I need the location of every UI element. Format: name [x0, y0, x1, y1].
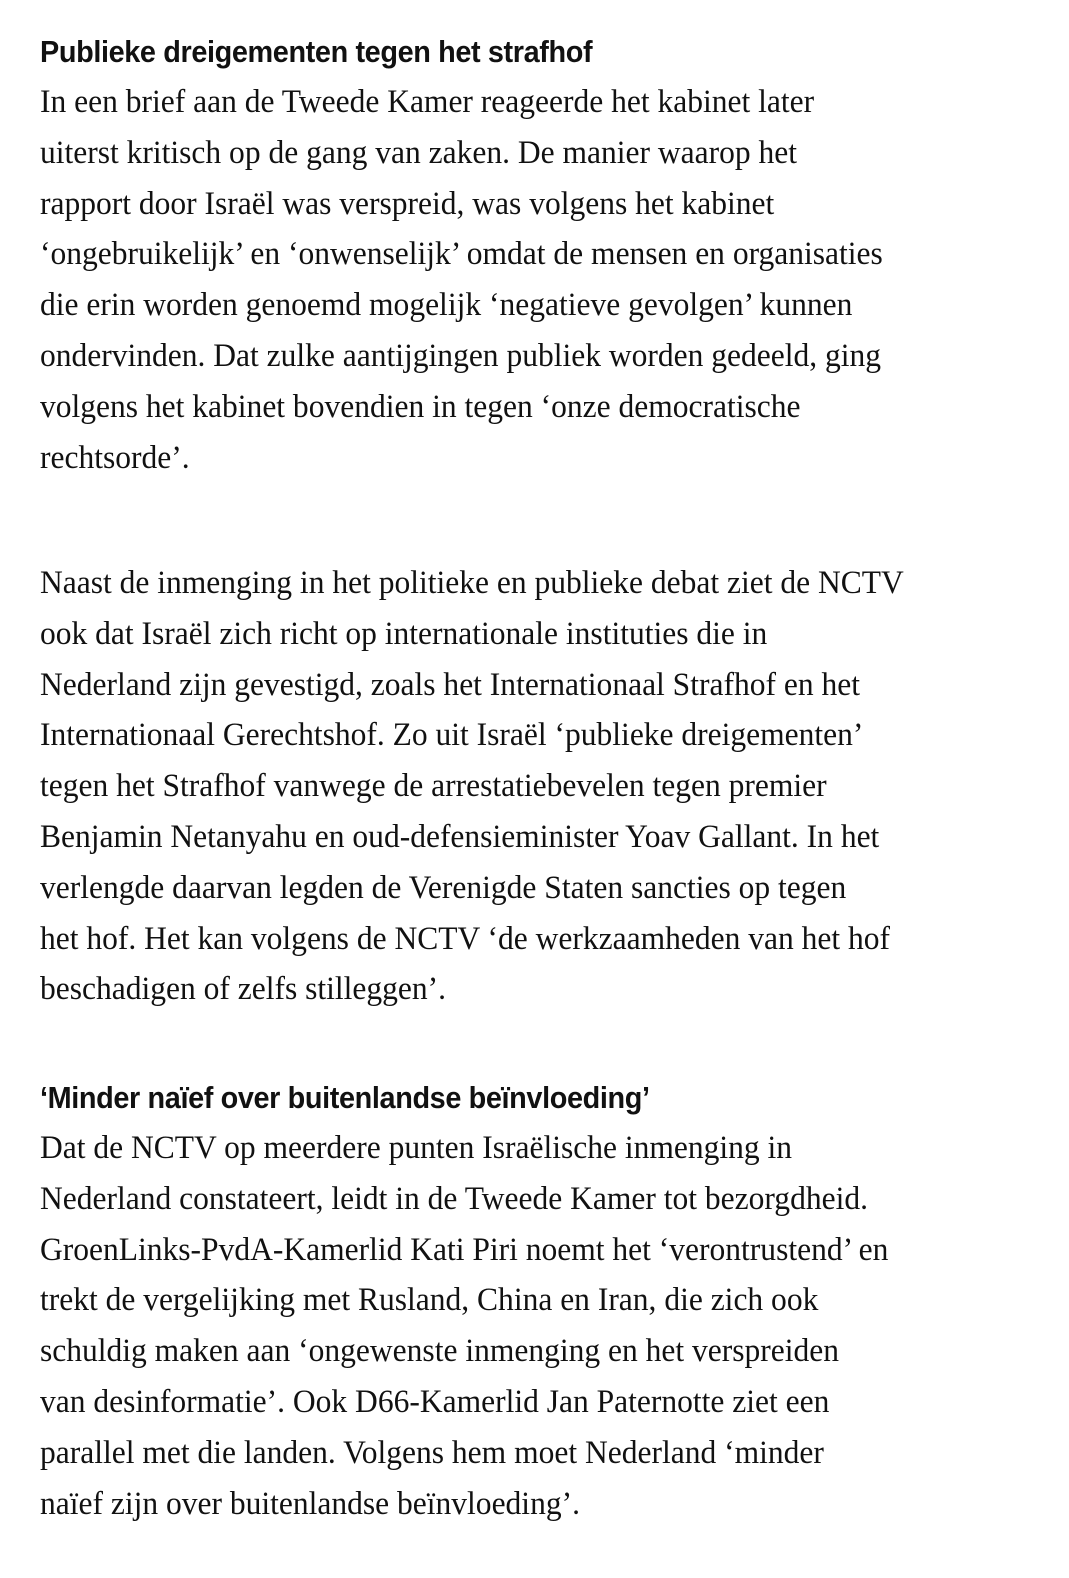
paragraph-line: Naast de inmenging in het politieke en publieke debat ziet de NCTV [40, 565, 904, 601]
paragraph-line: In een brief aan de Tweede Kamer reageerde het kabinet later [40, 84, 815, 120]
paragraph-line: tegen het Strafhof vanwege de arrestatiebevelen tegen premier [40, 768, 827, 805]
paragraph-line: trekt de vergelijking met Rusland, China en Iran, die zich ook [40, 1282, 819, 1319]
paragraph-line: Nederland zijn gevestigd, zoals het Internationaal Strafhof en het [40, 666, 860, 703]
paragraph-line: rechtsorde’. [40, 439, 190, 476]
paragraph-line: rapport door Israël was verspreid, was volgens het kabinet [40, 185, 775, 222]
paragraph-nctv-instituties [40, 558, 945, 1015]
paragraph-line: verlengde daarvan legden de Verenigde Staten sancties op tegen [40, 869, 847, 906]
paragraph-line: volgens het kabinet bovendien in tegen ‘onze democratische [40, 388, 801, 425]
paragraph-line: Benjamin Netanyahu en oud-defensieminister Yoav Gallant. In het [40, 818, 880, 855]
section-heading: ‘Minder naïef over buitenlandse beïnvloeding’ [40, 1080, 650, 1115]
paragraph-line: het hof. Het kan volgens de NCTV ‘de werkzaamheden van het hof [40, 920, 891, 957]
section-minder-naief [40, 1076, 928, 1529]
paragraph-line: ook dat Israël zich richt op internationale instituties die in [40, 615, 768, 652]
paragraph-line: parallel met die landen. Volgens hem moet Nederland ‘minder [40, 1434, 824, 1471]
paragraph [40, 77, 923, 483]
paragraph-line: GroenLinks-PvdA-Kamerlid Kati Piri noemt het ‘verontrustend’ en [40, 1231, 889, 1268]
section-heading: Publieke dreigementen tegen het strafhof [40, 34, 593, 69]
paragraph-line: van desinformatie’. Ook D66-Kamerlid Jan Paternotte ziet een [40, 1383, 830, 1420]
paragraph-line: ‘ongebruikelijk’ en ‘onwenselijk’ omdat de mensen en organisaties [40, 236, 883, 273]
paragraph-line: Nederland constateert, leidt in de Tweede Kamer tot bezorgdheid. [40, 1180, 868, 1217]
paragraph-line: ondervinden. Dat zulke aantijgingen publiek worden gedeeld, ging [40, 337, 882, 374]
paragraph [40, 1123, 928, 1529]
paragraph-line: die erin worden genoemd mogelijk ‘negatieve gevolgen’ kunnen [40, 287, 853, 324]
paragraph-line: schuldig maken aan ‘ongewenste inmenging en het verspreiden [40, 1333, 840, 1370]
paragraph-line: Internationaal Gerechtshof. Zo uit Israël ‘publieke dreigementen’ [40, 717, 864, 754]
paragraph-line: Dat de NCTV op meerdere punten Israëlische inmenging in [40, 1130, 793, 1166]
paragraph-line: beschadigen of zelfs stilleggen’. [40, 971, 447, 1008]
section-publieke-dreigementen [40, 30, 923, 483]
paragraph-line: uiterst kritisch op de gang van zaken. De manier waarop het [40, 134, 797, 171]
paragraph-line: naïef zijn over buitenlandse beïnvloeding’. [40, 1485, 580, 1522]
